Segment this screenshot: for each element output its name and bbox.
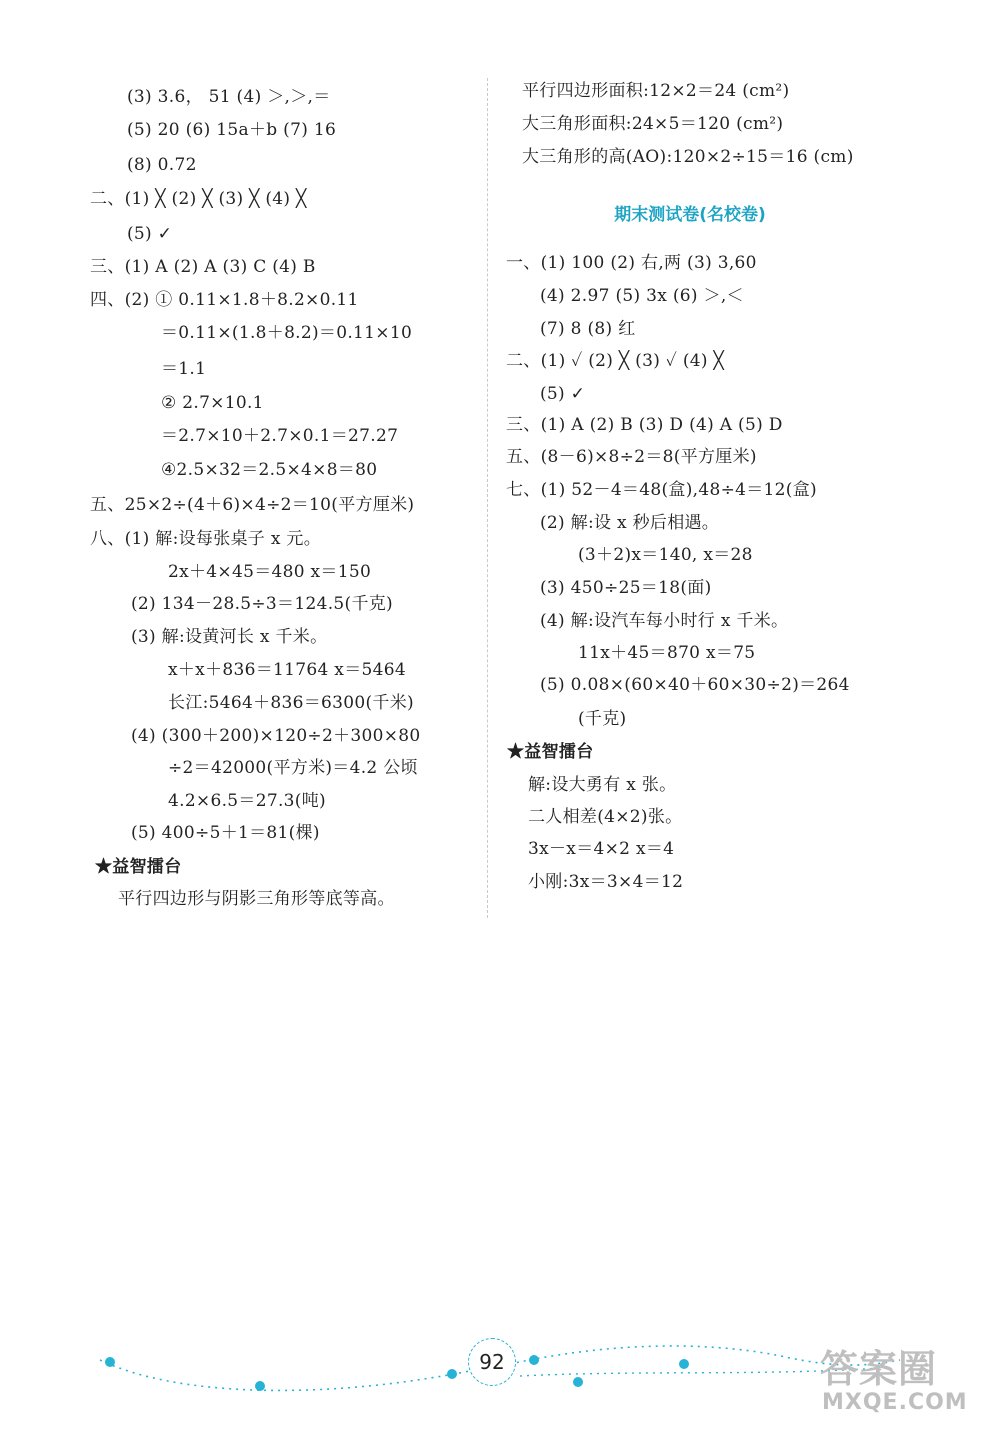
footer-dot bbox=[573, 1377, 583, 1387]
page-number: 92 bbox=[479, 1350, 505, 1374]
answer-line: 小刚:3x＝3×4＝12 bbox=[528, 872, 684, 892]
answer-line: (5) ✓ bbox=[540, 384, 586, 404]
answer-line: 二、(1) ✓ (2) ╳ (3) ✓ (4) ╳ bbox=[506, 351, 725, 371]
answer-line: (5) 400÷5＋1＝81(棵) bbox=[131, 823, 320, 843]
answer-line: ④2.5×32＝2.5×4×8＝80 bbox=[161, 460, 378, 480]
answer-line: 八、(1) 解:设每张桌子 x 元。 bbox=[90, 529, 322, 549]
answer-line: 平行四边形与阴影三角形等底等高。 bbox=[118, 889, 395, 909]
answer-line: (4) 解:设汽车每小时行 x 千米。 bbox=[540, 611, 789, 631]
answer-line: 二人相差(4×2)张。 bbox=[528, 807, 683, 827]
answer-line: 七、(1) 52－4＝48(盒),48÷4＝12(盒) bbox=[506, 480, 817, 500]
footer-dot bbox=[255, 1381, 265, 1391]
answer-line: 二、(1) ╳ (2) ╳ (3) ╳ (4) ╳ bbox=[90, 189, 307, 209]
answer-line: ÷2＝42000(平方米)＝4.2 公顷 bbox=[168, 758, 418, 778]
watermark-url: MXQE.COM bbox=[822, 1390, 968, 1415]
answer-line: 4.2×6.5＝27.3(吨) bbox=[168, 791, 326, 811]
answer-line: ＝2.7×10＋2.7×0.1＝27.27 bbox=[161, 426, 399, 446]
footer-dot bbox=[447, 1369, 457, 1379]
answer-line: ② 2.7×10.1 bbox=[161, 393, 264, 413]
footer-dot bbox=[105, 1357, 115, 1367]
column-divider bbox=[487, 78, 488, 918]
answer-line: (3) 3.6， 51 (4) ＞,＞,＝ bbox=[127, 87, 331, 107]
answer-line: (3＋2)x＝140, x＝28 bbox=[578, 545, 753, 565]
answer-line: 大三角形的高(AO):120×2÷15＝16 (cm) bbox=[522, 147, 854, 167]
answer-line: 平行四边形面积:12×2＝24 (cm²) bbox=[522, 81, 790, 101]
answer-line: (3) 解:设黄河长 x 千米。 bbox=[131, 627, 328, 647]
puzzle-heading: ★益智擂台 bbox=[95, 857, 182, 877]
answer-line: 一、(1) 100 (2) 右,两 (3) 3,60 bbox=[506, 253, 757, 273]
answer-line: (7) 8 (8) 红 bbox=[540, 319, 636, 339]
answer-line: 四、(2) ① 0.11×1.8＋8.2×0.11 bbox=[90, 290, 359, 310]
answer-line: ＝0.11×(1.8＋8.2)＝0.11×10 bbox=[161, 323, 413, 343]
puzzle-heading: ★益智擂台 bbox=[507, 742, 594, 762]
answer-line: 长江:5464＋836＝6300(千米) bbox=[168, 693, 414, 713]
answer-line: 11x＋45＝870 x＝75 bbox=[578, 643, 756, 663]
footer-dot bbox=[529, 1355, 539, 1365]
footer-dot bbox=[679, 1359, 689, 1369]
answer-line: (4) (300＋200)×120÷2＋300×80 bbox=[131, 726, 421, 746]
answer-line: (5) 20 (6) 15a＋b (7) 16 bbox=[127, 120, 337, 140]
page-number-badge bbox=[468, 1338, 516, 1386]
answer-line: (4) 2.97 (5) 3x (6) ＞,＜ bbox=[540, 286, 744, 306]
answer-line: 解:设大勇有 x 张。 bbox=[528, 775, 677, 795]
answer-line: (3) 450÷25＝18(面) bbox=[540, 578, 712, 598]
footer-wave-line bbox=[100, 1360, 520, 1390]
answer-line: 3x－x＝4×2 x＝4 bbox=[528, 839, 675, 859]
watermark-logo-text: 答案圈 bbox=[820, 1347, 938, 1391]
answer-line: 三、(1) A (2) A (3) C (4) B bbox=[90, 257, 316, 277]
answer-line: (5) 0.08×(60×40＋60×30÷2)＝264 bbox=[540, 675, 850, 695]
answer-line: (2) 134－28.5÷3＝124.5(千克) bbox=[131, 594, 393, 614]
section-title: 期末测试卷(名校卷) bbox=[614, 205, 766, 225]
answer-line: ＝1.1 bbox=[161, 359, 207, 379]
answer-line: (2) 解:设 x 秒后相遇。 bbox=[540, 513, 720, 533]
site-watermark bbox=[820, 1338, 995, 1428]
answer-line: 三、(1) A (2) B (3) D (4) A (5) D bbox=[506, 415, 783, 435]
answer-line: (千克) bbox=[578, 709, 627, 729]
answer-line: (5) ✓ bbox=[127, 224, 173, 244]
answer-line: 五、25×2÷(4＋6)×4÷2＝10(平方厘米) bbox=[90, 495, 415, 515]
answer-line: x＋x＋836＝11764 x＝5464 bbox=[168, 660, 406, 680]
answer-line: 大三角形面积:24×5＝120 (cm²) bbox=[522, 114, 784, 134]
answer-line: (8) 0.72 bbox=[127, 155, 197, 175]
answer-line: 五、(8－6)×8÷2＝8(平方厘米) bbox=[506, 447, 757, 467]
answer-line: 2x＋4×45＝480 x＝150 bbox=[168, 562, 372, 582]
